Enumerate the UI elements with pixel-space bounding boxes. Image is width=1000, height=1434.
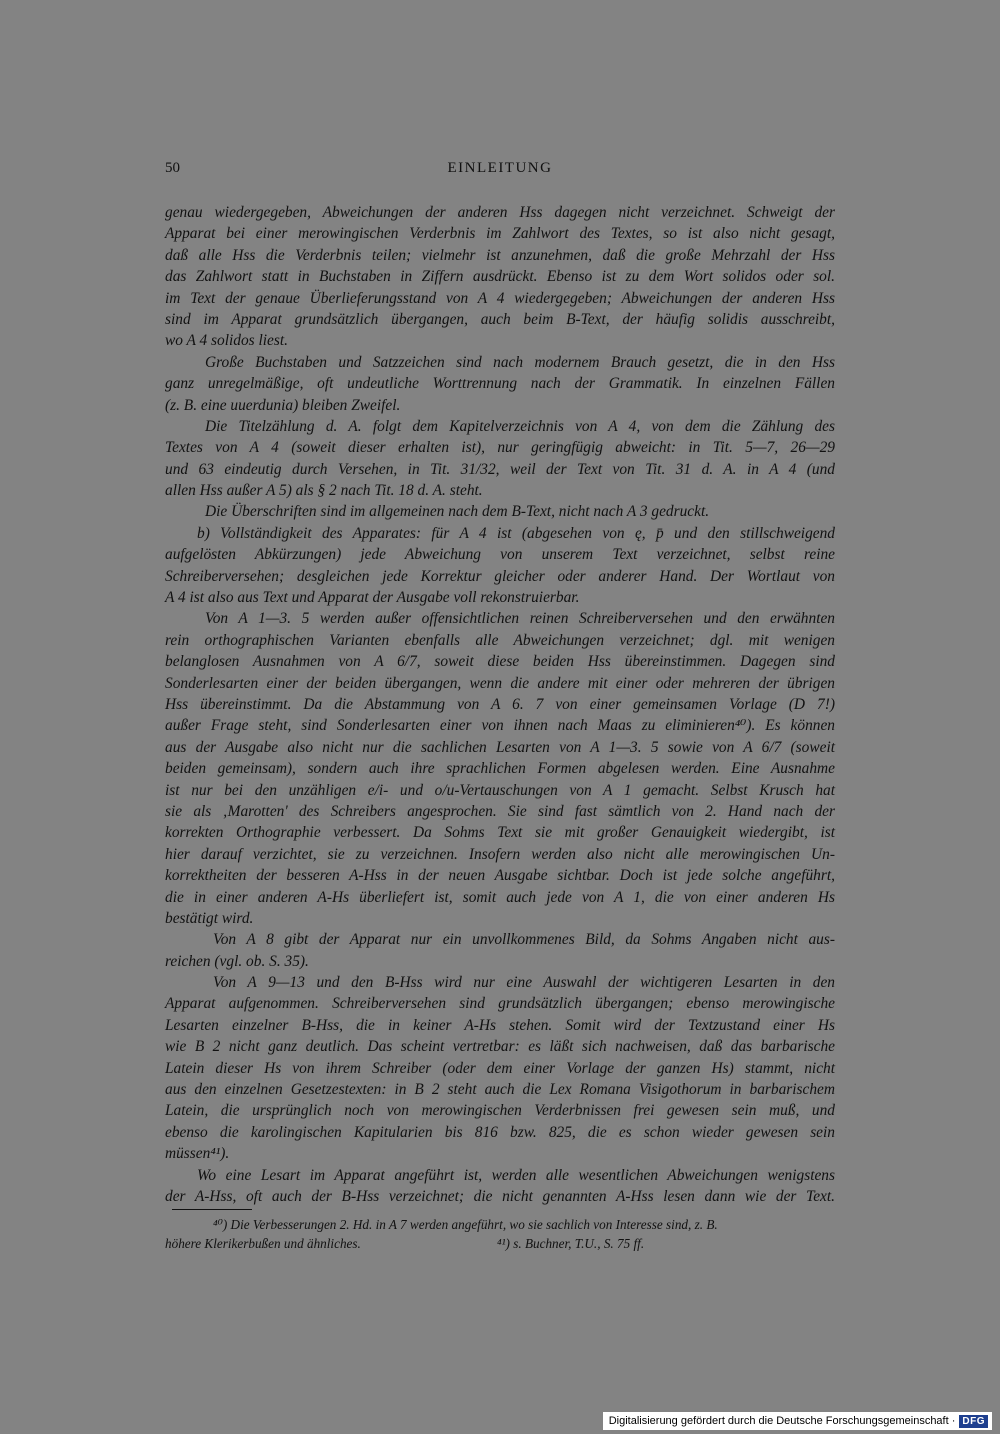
text-line: ist nur bei den unzähligen e/i- und o/u-Vertauschungen von A 1 gemacht. Selbst Krusch hat [165, 781, 835, 799]
text-line: korrektheiten der besseren A-Hss in der neuen Ausgabe sichtbar. Doch ist jede solche angeführt, [165, 867, 835, 885]
text-line: Die Überschriften sind im allgemeinen nach dem B-Text, nicht nach A 3 gedruckt. [205, 503, 710, 521]
text-line: Latein dieser Hs von ihrem Schreiber (oder dem einer Vorlage der ganzen Hs) stammt, nicht [165, 1059, 835, 1077]
text-line: im Text der genaue Überlieferungsstand von A 4 wiedergegeben; Abweichungen der anderen Hss [165, 289, 835, 307]
text-line: b) Vollständigkeit des Apparates: für A 4 ist (abgesehen von ę, p̄ und den stillschweigend [197, 524, 835, 542]
page-number: 50 [165, 160, 180, 176]
text-line: daß alle Hss die Verderbnis teilen; vielmehr ist anzunehmen, daß die große Mehrzahl der Hss [165, 246, 835, 264]
text-line: sind im Apparat grundsätzlich übergangen, auch beim B-Text, der häufig solidis ausschreibt, [165, 310, 835, 328]
footnote-40-line-1: ⁴⁰) Die Verbesserungen 2. Hd. in A 7 werden angeführt, wo sie sachlich von Interesse sind, z. B. [213, 1217, 718, 1232]
text-line: müssen⁴¹). [165, 1145, 230, 1163]
footnote-40-line-2: höhere Klerikerbußen und ähnliches. [165, 1236, 361, 1251]
text-line: Wo eine Lesart im Apparat angeführt ist, werden alle wesentlichen Abweichungen wenigstens [197, 1166, 835, 1184]
text-line: Von A 1—3. 5 werden außer offensichtlichen reinen Schreiberversehen und den erwähnten [205, 610, 835, 628]
text-line: Hss übereinstimmt. Da die Abstammung von A 6. 7 von einer gemeinsamen Vorlage (D 7!) [165, 695, 835, 713]
text-line: bestätigt wird. [165, 909, 254, 927]
running-head: EINLEITUNG [447, 160, 553, 176]
text-line: Lesarten einzelner B-Hss, die in keiner A-Hs stehen. Somit wird der Textzustand einer Hs [165, 1016, 835, 1034]
text-line: Große Buchstaben und Satzzeichen sind nach modernem Brauch gesetzt, die in den Hss [205, 353, 835, 371]
text-line: Von A 9—13 und den B-Hss wird nur eine Auswahl der wichtigeren Lesarten in den [213, 974, 835, 992]
text-line: der A-Hss, oft auch der B-Hss verzeichnet; die nicht genannten A-Hss lesen dann wie der Text. [165, 1187, 835, 1205]
page-header [165, 160, 835, 182]
text-line: aus der Ausgabe also nicht nur die sachlichen Lesarten von A 1—3. 5 sowie von A 6/7 (soweit [165, 738, 835, 756]
text-line: korrekten Orthographie verbessert. Da Sohms Text sie mit großer Genauigkeit wiedergibt, ist [165, 824, 835, 842]
text-line: aus den einzelnen Gesetzestexten: in B 2 steht auch die Lex Romana Visigothorum in barbarischem [165, 1081, 835, 1099]
text-line: Sonderlesarten einer der beiden übergangen, wenn die andere mit einer oder mehreren der übrigen [165, 674, 835, 692]
footnotes [165, 1215, 835, 1253]
text-line: belanglosen Ausnahmen von A 6/7, soweit diese beiden Hss übereinstimmen. Dagegen sind [165, 653, 835, 671]
text-line: A 4 ist also aus Text und Apparat der Ausgabe voll rekonstruierbar. [165, 589, 580, 607]
text-line: allen Hss außer A 5) als § 2 nach Tit. 18 d. A. steht. [165, 482, 483, 500]
text-line: die in einer anderen A-Hs überliefert ist, somit auch jede von A 1, die von einer anderen Hs [165, 888, 835, 906]
text-line: ganz unregelmäßige, oft undeutliche Worttrennung nach der Grammatik. In einzelnen Fällen [165, 375, 835, 393]
text-line: (z. B. eine uuerdunia) bleiben Zweifel. [165, 396, 401, 414]
text-line: sie als ‚Marotten' des Schreibers angesprochen. Sie sind fast sämtlich von 2. Hand nach der [165, 802, 835, 820]
footnote-rule [172, 1209, 252, 1210]
text-line: ebenso die karolingischen Kapitularien bis 816 bzw. 825, die es schon wieder gewesen sein [165, 1123, 835, 1141]
footnote-line-2 [165, 1234, 835, 1253]
body-text [165, 202, 835, 1207]
text-line: wie B 2 nicht ganz deutlich. Das scheint vertretbar: es läßt sich nachweisen, daß das barbarische [165, 1038, 835, 1056]
text-line: Apparat aufgenommen. Schreiberversehen sind grundsätzlich übergangen; ebenso merowingische [165, 995, 835, 1013]
text-line: Schreiberversehen; desgleichen jede Korrektur gleicher oder anderer Hand. Der Wortlaut von [165, 567, 835, 585]
footnote-41: ⁴¹) s. Buchner, T.U., S. 75 ff. [497, 1236, 645, 1251]
text-line: außer Frage steht, sind Sonderlesarten einer von ihnen nach Maas zu eliminieren⁴⁰). Es können [165, 717, 835, 735]
digitization-credit[interactable] [603, 1412, 992, 1430]
text-line: reichen (vgl. ob. S. 35). [165, 952, 309, 970]
text-line: Von A 8 gibt der Apparat nur ein unvollkommenes Bild, da Sohms Angaben nicht aus- [213, 931, 835, 949]
text-line: aufgelösten Abkürzungen) jede Abweichung von unserem Text verzeichnet, selbst reine [165, 546, 835, 564]
text-line: Textes von A 4 (soweit dieser erhalten ist), nur geringfügig abweicht: in Tit. 5—7, 26—29 [165, 439, 835, 457]
text-line: Apparat bei einer merowingischen Verderbnis im Zahlwort des Textes, so ist also nicht gesagt, [165, 225, 835, 243]
text-line: und 63 eindeutig durch Versehen, in Tit. 31/32, weil der Text von Tit. 31 d. A. in A 4 (und [165, 460, 835, 478]
text-line: das Zahlwort statt in Buchstaben in Ziffern ausdrückt. Ebenso ist zu dem Wort solidos oder sol. [165, 268, 835, 286]
text-line: rein orthographischen Varianten ebenfalls alle Abweichungen verzeichnet; dgl. mit wenigen [165, 631, 835, 649]
text-line: Latein, die ursprünglich noch von merowingischen Verderbnissen frei gewesen sein muß, und [165, 1102, 835, 1120]
dfg-logo: DFG [959, 1415, 988, 1428]
text-line: beiden gemeinsam), sondern auch ihre sprachlichen Formen abgelesen werden. Eine Ausnahme [165, 760, 835, 778]
text-line: wo A 4 solidos liest. [165, 332, 289, 350]
text-line: hier darauf verzichtet, sie zu verzeichnen. Insofern werden also nicht alle merowingischen Un- [165, 845, 835, 863]
credit-text: Digitalisierung gefördert durch die Deutsche Forschungsgemeinschaft · [608, 1415, 956, 1427]
text-line: Die Titelzählung d. A. folgt dem Kapitelverzeichnis von A 4, von dem die Zählung des [205, 417, 835, 435]
text-line: genau wiedergegeben, Abweichungen der anderen Hss dagegen nicht verzeichnet. Schweigt der [165, 204, 835, 221]
